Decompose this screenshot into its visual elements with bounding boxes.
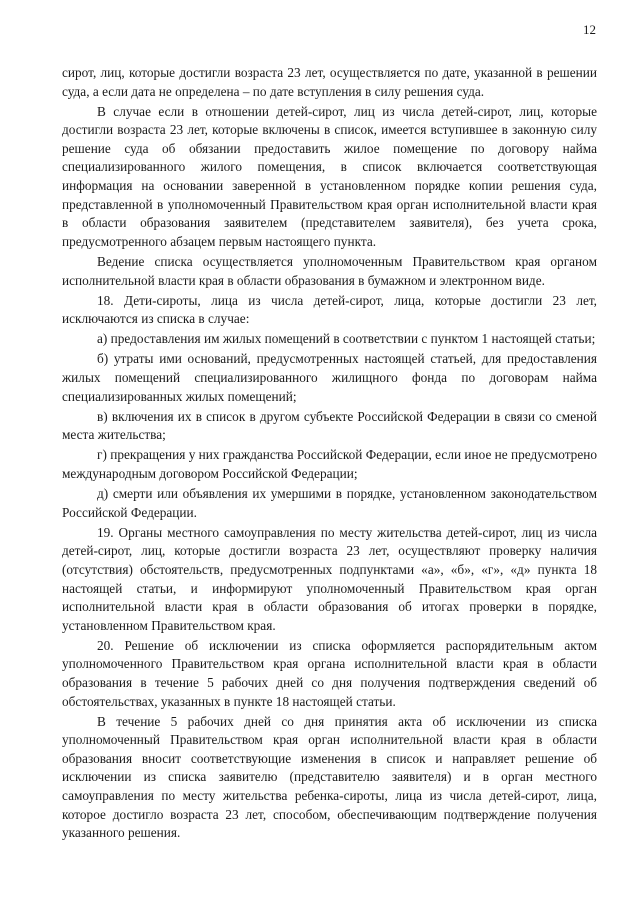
paragraph-subitem-v: в) включения их в список в другом субъекте Российской Федерации в связи со сменой места жительства; [62,408,597,443]
document-body [62,64,597,844]
paragraph-subitem-b: б) утраты ими оснований, предусмотренных настоящей статьей, для предоставления жилых помещений специализированного жилищного фонда по договорам найма специализированных жилых помещений; [62,351,597,404]
paragraph-item-20: 20. Решение об исключении из списка оформляется распорядительным актом уполномоченного Правительством края органа исполнительной власти края в области образования в течение 5 рабочих дней со дня получения подтверждения сведений об обстоятельствах, указанных в пункте 18 настоящей статьи. [62,637,597,709]
paragraph-court-decision: В случае если в отношении детей-сирот, лиц из числа детей-сирот, лиц, которые достигли возраста 23 лет, которые включены в список, имеется вступившее в законную силу решение суда об обязании предоставить жилое помещение по договору найма специализированного жилого помещения, в список включается соответствующая информация на основании заверенной в установленном порядке копии решения суда, представленной в уполномоченный Правительством края орган исполнительной власти края в области образования заявителем (представителем заявителя), без учета срока, предусмотренного абзацем первым настоящего пункта. [62,103,597,249]
paragraph-subitem-g: г) прекращения у них гражданства Российской Федерации, если иное не предусмотрено международным договором Российской Федерации; [62,447,597,481]
paragraph-continuation: сирот, лиц, которые достигли возраста 23 лет, осуществляется по дате, указанной в решении суда, а если дата не определена – по дате вступления в силу решения суда. [62,65,597,99]
paragraph-item-19: 19. Органы местного самоуправления по месту жительства детей-сирот, лиц из числа детей-сирот, лиц, которые достигли возраста 23 лет, осуществляют проверку наличия (отсутствия) обстоятельств, предусмотренных подпунктами «а», «б», «г», «д» пункта 18 настоящей статьи, и информируют уполномоченный Правительством края орган исполнительной власти края в области образования об итогах проверки в порядке, установленном Правительством края. [62,524,597,633]
paragraph-list-maintenance: Ведение списка осуществляется уполномоченным Правительством края органом исполнительной власти края в области образования в бумажном и электронном виде. [62,253,597,288]
page-number: 12 [583,22,596,37]
paragraph-exclusion-notice: В течение 5 рабочих дней со дня принятия акта об исключении из списка уполномоченный Правительством края орган исполнительной власти края в области образования вносит соответствующие изменения в список и направляет решение об исключении из списка заявителю (представителю заявителя) и в орган местного самоуправления по месту жительства ребенка-сироты, лица из числа детей-сирот, лица, которое достигло возраста 23 лет, способом, обеспечивающим подтверждение получения указанного решения. [62,713,597,841]
paragraph-item-18: 18. Дети-сироты, лица из числа детей-сирот, лица, которые достигли 23 лет, исключаются из списка в случае: [62,292,597,327]
paragraph-subitem-d: д) смерти или объявления их умершими в порядке, установленном законодательством Российской Федерации. [62,486,597,520]
paragraph-subitem-a: а) предоставления им жилых помещений в соответствии с пунктом 1 настоящей статьи; [97,331,596,347]
